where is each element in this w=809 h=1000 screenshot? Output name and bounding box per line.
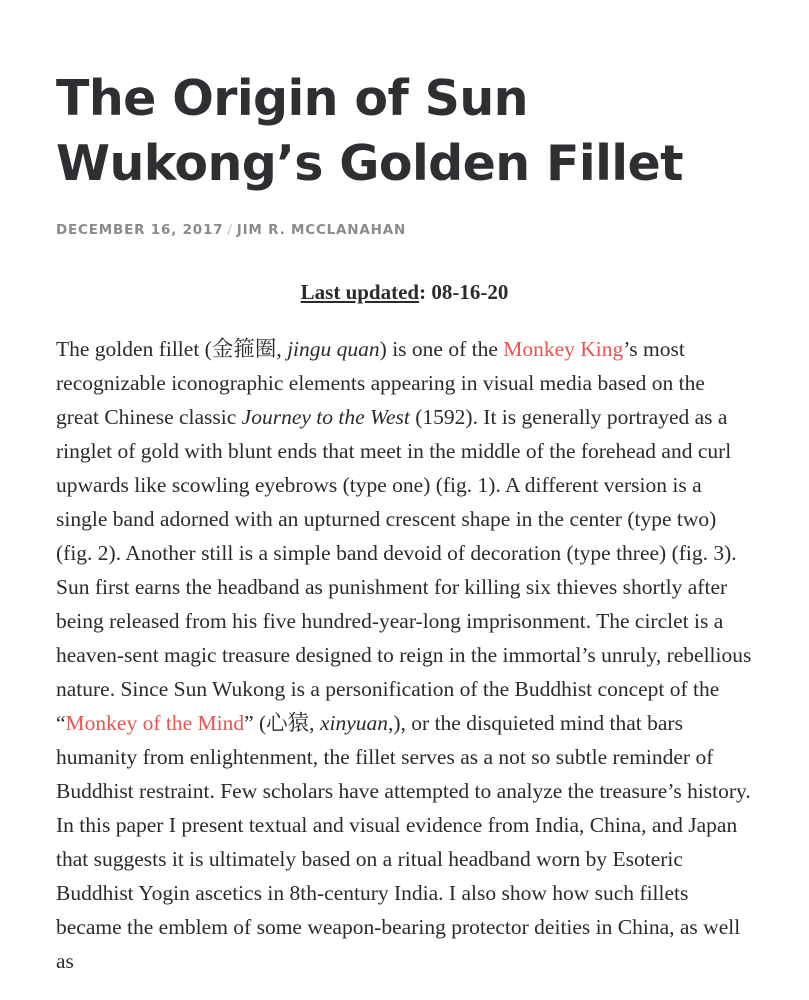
author-name: JIM R. MCCLANAHAN [236,222,407,239]
paragraph-segment: ” (心猿, [244,710,320,735]
last-updated-value: 08-16-20 [431,280,509,305]
link-monkey-king[interactable]: Monkey King [503,337,624,362]
meta-separator: / [227,222,233,239]
article-paragraph-1 [56,333,753,978]
paragraph-segment: ,), or the disquieted mind that bars humanity from enlightenment, the fillet serves as a not so subtle reminder of Buddhist restraint. Few scholars have attempted to analyze the treasure’s history. In this paper I present textual and visual evidence from India, China, and Japan that suggests it is ultimately based on a ritual headband worn by Esoteric Buddhist Yogin ascetics in 8th-century India. I also show how such fillets became the emblem of some weapon-bearing protector deities in China, as well as [56,710,751,973]
page-title: The Origin of Sun Wukong’s Golden Fillet [56,70,683,193]
paragraph-italic-xinyuan: xinyuan [319,710,388,735]
link-monkey-of-the-mind[interactable]: Monkey of the Mind [65,710,245,735]
paragraph-segment: (1592). It is generally portrayed as a ringlet of gold with blunt ends that meet in the middle of the forehead and curl upwards like scowling eyebrows (type one) (fig. 1). A different version is a single band adorned with an upturned crescent shape in the center (type two) (fig. 2). Another still is a simple band devoid of decoration (type three) (fig. 3). Sun first earns the headband as punishment for killing six thieves shortly after being released from his five hundred-year-long imprisonment. The circlet is a heaven-sent magic treasure designed to reign in the immortal’s unruly, rebellious nature. Since Sun Wukong is a personification of the Buddhist concept of the “ [56,405,752,735]
paragraph-italic-journey-to-the-west: Journey to the West [241,405,410,430]
paragraph-segment: The golden fillet (金箍圈, [56,337,288,362]
publish-date: DECEMBER 16, 2017 [56,222,224,239]
article-meta [56,222,753,238]
last-updated-colon: : [419,280,427,305]
last-updated-label: Last updated [300,280,420,305]
paragraph-segment: ) is one of the [379,337,504,362]
paragraph-italic-jingu-quan: jingu quan [287,337,380,362]
paragraph-segment: ’s most recognizable iconographic elements appearing in visual media based on the great Chinese classic [56,337,705,430]
last-updated [56,280,753,305]
